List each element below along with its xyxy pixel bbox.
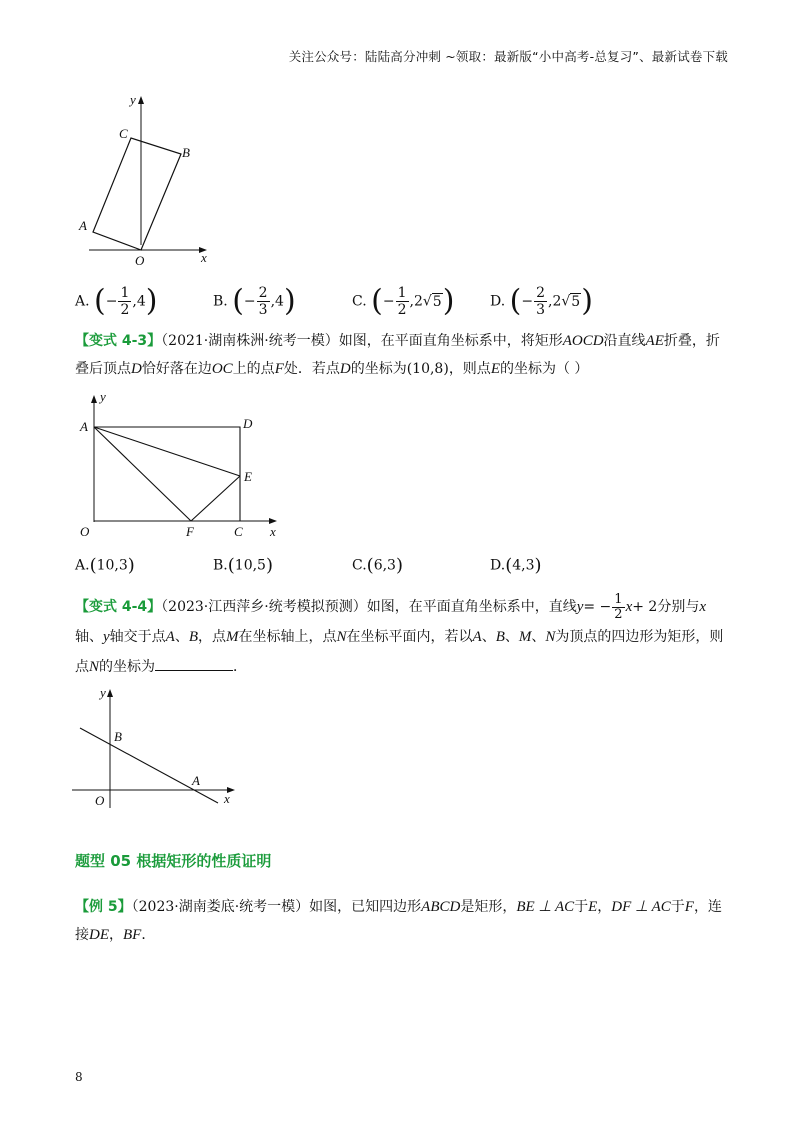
q43-option-d[interactable]: D.(4,3) (490, 555, 542, 576)
figure-line-graph (70, 683, 250, 813)
figure-rectangle-oabc (75, 90, 215, 265)
question-4-3: 【变式 4-3】（2021·湖南株洲·统考一模）如图，在平面直角坐标系中，将矩形AOCD沿直线AE折叠，折叠后顶点D恰好落在边OC上的点F处．若点D的坐标为(10,8)，则点E的坐标为（ ） (75, 333, 720, 377)
question-4-4: 【变式 4-4】（2023·江西萍乡·统考模拟预测）如图，在平面直角坐标系中，直线y= − $\frac{1}{2}$ x+ 2分别与x轴、y轴交于点A、B，点M在坐标轴上，点N在坐标平面内，若以A、B、M、N为顶点的四边形为矩形，则点N的坐标为 ． (75, 591, 724, 675)
fig1-label-a: A (79, 218, 87, 233)
fig1-label-b: B (182, 145, 190, 160)
fig3-label-a: A (192, 773, 200, 788)
figure-rectangle-aocd (72, 390, 287, 540)
page-number: 8 (75, 1070, 83, 1084)
section-title: 题型 05 根据矩形的性质证明 (75, 852, 272, 870)
fig2-label-a: A (80, 419, 88, 434)
q43-option-a[interactable]: A.(10,3) (75, 555, 135, 576)
fig1-label-x: x (201, 250, 207, 265)
fig2-label-c: C (234, 524, 243, 539)
fig1-label-o: O (135, 253, 145, 265)
q1-option-b[interactable]: B. (− $\frac{2}{3}$ ,4) (213, 283, 296, 319)
fig2-label-e: E (244, 469, 252, 484)
q1-option-c[interactable]: C. (− $\frac{1}{2}$ ,2√5) (352, 283, 455, 319)
fig2-label-d: D (243, 416, 253, 431)
answer-blank[interactable] (155, 656, 233, 671)
fig3-label-o: O (95, 793, 105, 808)
fig3-label-x: x (224, 791, 230, 806)
fig2-label-o: O (80, 524, 90, 539)
q1-option-a[interactable]: A. (− $\frac{1}{2}$ ,4) (75, 283, 158, 319)
fig3-label-b: B (114, 729, 122, 744)
q43-option-c[interactable]: C.(6,3) (352, 555, 403, 576)
page-header: 关注公众号：陆陆高分冲刺 ~领取：最新版“小中高考-总复习”、最新试卷下载 (288, 49, 728, 64)
q43-option-b[interactable]: B.(10,5) (213, 555, 273, 576)
q1-option-d[interactable]: D. (− $\frac{2}{3}$ ,2√5) (490, 283, 593, 319)
fig2-label-f: F (186, 524, 194, 539)
fig2-label-x: x (270, 524, 276, 539)
fig3-label-y: y (100, 685, 106, 700)
fig2-label-y: y (100, 390, 106, 404)
fig1-label-y: y (130, 92, 136, 107)
fig1-label-c: C (119, 126, 128, 141)
example-5: 【例 5】（2023·湖南娄底·统考一模）如图，已知四边形ABCD是矩形，BE ⊥ AC于E，DF ⊥ AC于F，连接DE，BF． (75, 899, 722, 943)
